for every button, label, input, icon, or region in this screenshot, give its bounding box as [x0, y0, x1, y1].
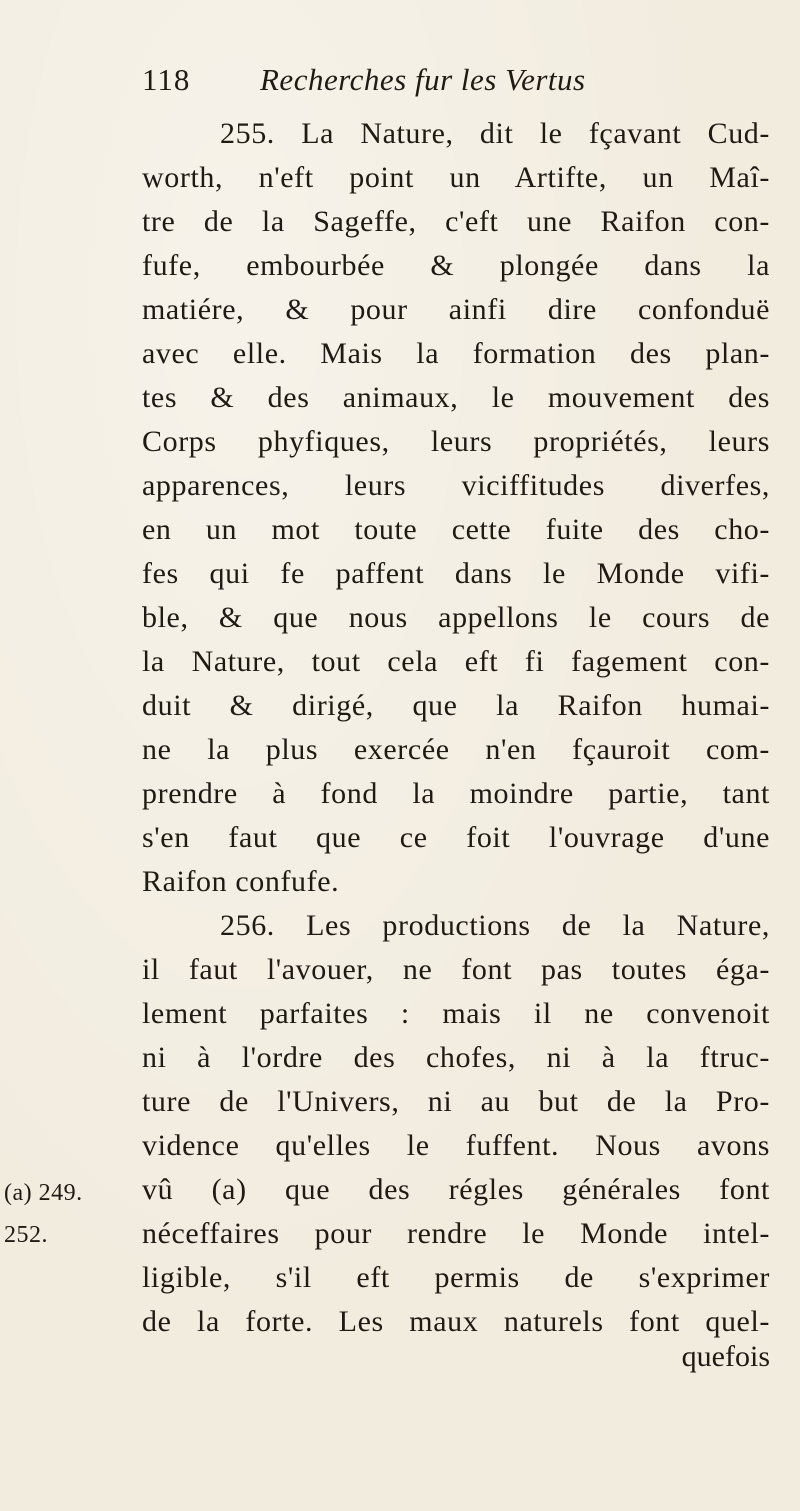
margin-note-paragraph: 252.: [4, 1222, 48, 1248]
text-line: de la forte. Les maux naturels font quel-: [142, 1305, 770, 1338]
running-title: Recherches fur les Vertus: [260, 62, 586, 97]
text-line: vû (a) que des régles générales font: [142, 1173, 770, 1206]
text-line: vidence qu'elles le fuffent. Nous avons: [142, 1129, 770, 1162]
text-line: ni à l'ordre des chofes, ni à la ftruc-: [142, 1041, 770, 1074]
text-line: prendre à fond la moindre partie, tant: [142, 777, 770, 810]
text-line: tes & des animaux, le mouvement des: [142, 381, 770, 414]
text-line: en un mot toute cette fuite des cho-: [142, 513, 770, 546]
text-line: matiére, & pour ainfi dire confonduë: [142, 293, 770, 326]
text-line: ne la plus exercée n'en fçauroit com-: [142, 733, 770, 766]
catchword: quefois: [681, 1340, 770, 1373]
text-line: Corps phyfiques, leurs propriétés, leurs: [142, 425, 770, 458]
page-number: 118: [142, 62, 191, 97]
text-line: fes qui fe paffent dans le Monde vifi-: [142, 557, 770, 590]
text-line: 256. Les productions de la Nature,: [220, 909, 770, 942]
text-line: tre de la Sageffe, c'eft une Raifon con-: [142, 205, 770, 238]
text-line: fufe, embourbée & plongée dans la: [142, 249, 770, 282]
margin-note-reference: (a) 249.: [4, 1180, 83, 1206]
text-line: apparences, leurs viciffitudes diverfes,: [142, 469, 770, 502]
text-line: néceffaires pour rendre le Monde intel-: [142, 1217, 770, 1250]
text-line: il faut l'avouer, ne font pas toutes éga-: [142, 953, 770, 986]
text-line: ligible, s'il eft permis de s'exprimer: [142, 1261, 770, 1294]
page-header: [142, 62, 702, 102]
text-line: 255. La Nature, dit le fçavant Cud-: [220, 117, 770, 150]
text-line: ble, & que nous appellons le cours de: [142, 601, 770, 634]
text-line: duit & dirigé, que la Raifon humai-: [142, 689, 770, 722]
text-line: Raifon confufe.: [142, 865, 340, 898]
text-line: worth, n'eft point un Artifte, un Maî-: [142, 161, 770, 194]
text-line: ture de l'Univers, ni au but de la Pro-: [142, 1085, 770, 1118]
text-line: la Nature, tout cela eft fi fagement con-: [142, 645, 770, 678]
text-line: lement parfaites : mais il ne convenoit: [142, 997, 770, 1030]
text-line: s'en faut que ce foit l'ouvrage d'une: [142, 821, 770, 854]
text-line: avec elle. Mais la formation des plan-: [142, 337, 770, 370]
